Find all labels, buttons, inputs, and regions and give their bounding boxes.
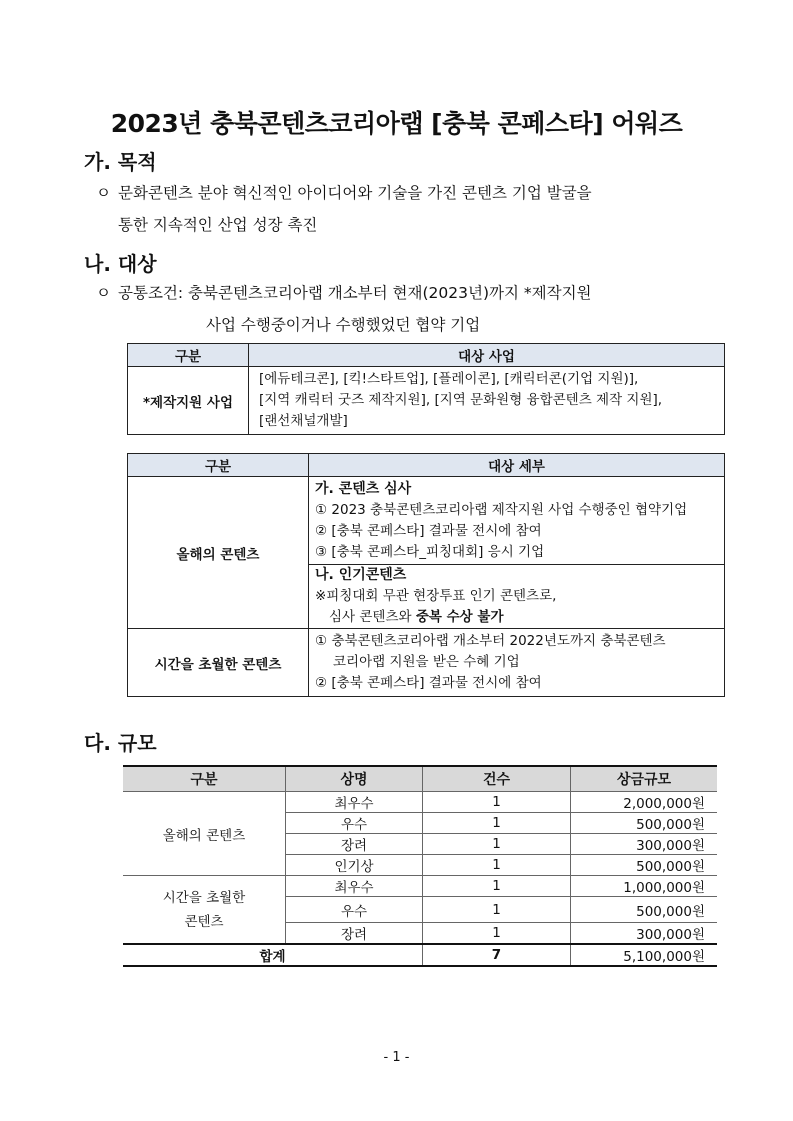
prize-amount: 500,000원 — [571, 855, 718, 876]
detail-text: 심사 콘텐츠와 — [329, 609, 416, 625]
detail-line: ② [충북 콘페스타] 결과물 전시에 참여 — [315, 522, 542, 539]
prize-count: 1 — [423, 813, 571, 834]
prize-amount: 500,000원 — [571, 813, 718, 834]
prize-header-amount: 상금규모 — [571, 766, 718, 792]
production-support-table — [127, 343, 725, 435]
detail-line — [315, 607, 718, 628]
purpose-bullet — [96, 179, 592, 208]
prize-total-amount: 5,100,000원 — [571, 944, 718, 966]
prize-count: 1 — [423, 792, 571, 813]
prize-amount: 2,000,000원 — [571, 792, 718, 813]
prize-name: 장려 — [286, 834, 423, 855]
target-line-1: 공통조건: 충북콘텐츠코리아랩 개소부터 현재(2023년)까지 *제작지원 — [118, 284, 592, 302]
table1-row-label: *제작지원 사업 — [128, 367, 249, 435]
target-line-2: 사업 수행중이거나 수행했었던 협약 기업 — [206, 316, 481, 334]
content-review-cell — [309, 477, 725, 565]
table1-header-category: 구분 — [128, 344, 249, 367]
prize-header-name: 상명 — [286, 766, 423, 792]
target-bullet — [96, 279, 592, 308]
prize-header-count: 건수 — [423, 766, 571, 792]
popular-content-title: 나. 인기콘텐츠 — [315, 567, 407, 583]
popular-content-cell — [309, 565, 725, 629]
detail-line: ③ [충북 콘페스타_피칭대회] 응시 기업 — [315, 543, 545, 560]
prize-name: 우수 — [286, 813, 423, 834]
prize-amount: 500,000원 — [571, 897, 718, 923]
section-a-heading: 가. 목적 — [84, 150, 157, 174]
content-review-title: 가. 콘텐츠 심사 — [315, 480, 412, 497]
bullet-mark: ㅇ — [96, 284, 111, 302]
prize-table — [123, 765, 717, 967]
prize-amount: 300,000원 — [571, 923, 718, 945]
group-line: 콘텐츠 — [184, 913, 224, 930]
timeless-content-cell — [309, 629, 725, 697]
prize-amount: 1,000,000원 — [571, 876, 718, 897]
program-line: [에듀테크콘], [킥!스타트업], [플레이콘], [캐릭터콘(기업 지원)], — [259, 371, 639, 387]
group-line: 시간을 초월한 — [162, 889, 246, 906]
table2-header-detail: 대상 세부 — [309, 454, 725, 477]
prize-name: 최우수 — [286, 876, 423, 897]
prize-amount: 300,000원 — [571, 834, 718, 855]
prize-count: 1 — [423, 876, 571, 897]
table1-header-program: 대상 사업 — [249, 344, 725, 367]
table2-row2-label: 시간을 초월한 콘텐츠 — [128, 629, 309, 697]
prize-group-this-year: 올해의 콘텐츠 — [123, 792, 286, 876]
page-number: - 1 - — [383, 1050, 410, 1065]
prize-name: 장려 — [286, 923, 423, 945]
prize-count: 1 — [423, 923, 571, 945]
no-duplicate-note: 중복 수상 불가 — [415, 609, 504, 625]
section-c-heading: 다. 규모 — [84, 731, 157, 755]
section-b-heading: 나. 대상 — [84, 252, 157, 276]
page-title: 2023년 충북콘텐츠코리아랩 [충북 콘페스타] 어워즈 — [110, 109, 683, 138]
table2-row1-label: 올해의 콘텐츠 — [128, 477, 309, 629]
program-line: [지역 캐릭터 굿즈 제작지원], [지역 문화원형 융합콘텐츠 제작 지원], — [259, 392, 663, 408]
prize-total-label: 합계 — [123, 944, 423, 966]
prize-name: 인기상 — [286, 855, 423, 876]
program-line: [랜선채널개발] — [259, 413, 348, 429]
purpose-line-2: 통한 지속적인 산업 성장 촉진 — [118, 216, 318, 234]
table2-header-category: 구분 — [128, 454, 309, 477]
prize-total-count: 7 — [423, 944, 571, 966]
detail-line: ② [충북 콘페스타] 결과물 전시에 참여 — [315, 675, 542, 691]
bullet-mark: ㅇ — [96, 184, 111, 202]
prize-name: 우수 — [286, 897, 423, 923]
prize-count: 1 — [423, 834, 571, 855]
detail-line: ① 충북콘텐츠코리아랩 개소부터 2022년도까지 충북콘텐츠 — [315, 633, 666, 649]
detail-line: 코리아랩 지원을 받은 수혜 기업 — [333, 654, 520, 670]
prize-name: 최우수 — [286, 792, 423, 813]
target-detail-table — [127, 453, 725, 697]
purpose-line-1: 문화콘텐츠 분야 혁신적인 아이디어와 기술을 가진 콘텐츠 기업 발굴을 — [118, 184, 592, 202]
prize-count: 1 — [423, 855, 571, 876]
prize-count: 1 — [423, 897, 571, 923]
prize-group-timeless — [123, 876, 286, 945]
table1-program-list — [249, 367, 725, 435]
detail-line: ① 2023 충북콘텐츠코리아랩 제작지원 사업 수행중인 협약기업 — [315, 501, 688, 518]
prize-header-category: 구분 — [123, 766, 286, 792]
detail-line: ※피칭대회 무관 현장투표 인기 콘텐츠로, — [315, 588, 557, 604]
